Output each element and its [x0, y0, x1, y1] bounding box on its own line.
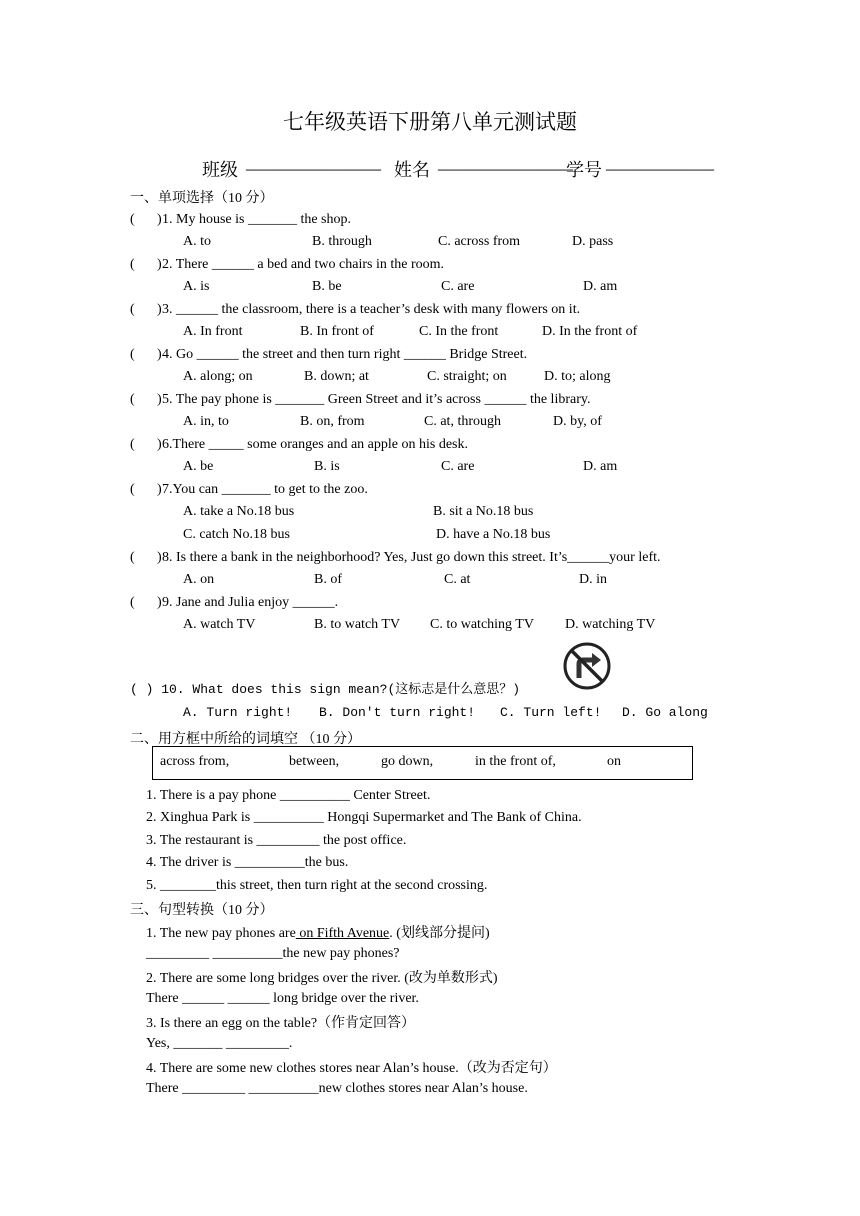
word-item: between, — [289, 754, 340, 769]
option-a[interactable]: A. In front — [183, 324, 243, 339]
question-text-5: 5. The pay phone is _______ Green Street and it’s across ______ the library. — [162, 392, 591, 407]
question-text-4: 4. Go ______ the street and then turn right ______ Bridge Street. — [162, 347, 528, 362]
fill-item-1: 1. There is a pay phone __________ Center Street. — [146, 788, 431, 803]
option-a[interactable]: A. along; on — [183, 369, 253, 384]
answer-paren-open: ( — [130, 595, 135, 610]
option-b[interactable]: B. to watch TV — [314, 617, 401, 632]
question-text-6: 6.There _____ some oranges and an apple on his desk. — [162, 437, 468, 452]
transform-q2-answer[interactable]: There ______ ______ long bridge over the river. — [146, 991, 419, 1006]
answer-paren-close: ) — [157, 550, 162, 565]
section3-heading: 三、句型转换（10 分） — [130, 903, 274, 918]
option-b[interactable]: B. of — [314, 572, 342, 587]
word-item: go down, — [381, 754, 434, 769]
option-a[interactable]: A. watch TV — [183, 617, 256, 632]
answer-paren-open: ( — [130, 347, 135, 362]
page-title: 七年级英语下册第八单元测试题 — [283, 110, 577, 134]
option-a[interactable]: A. on — [183, 572, 215, 587]
option-c[interactable]: C. are — [441, 459, 475, 474]
question-text-1: 1. My house is _______ the shop. — [162, 212, 351, 227]
answer-paren-close: ) — [157, 437, 162, 452]
option-a[interactable]: A. to — [183, 234, 211, 249]
option-c[interactable]: C. to watching TV — [430, 617, 534, 632]
question-text-2: 2. There ______ a bed and two chairs in the room. — [162, 257, 445, 272]
option-b[interactable]: B. through — [312, 234, 372, 249]
option-d[interactable]: D. pass — [572, 234, 614, 249]
answer-paren-open: ( — [130, 482, 135, 497]
word-box — [152, 746, 693, 780]
word-item: in the front of, — [475, 754, 556, 769]
option-d[interactable]: D. am — [583, 459, 618, 474]
no-right-turn-sign-icon — [563, 642, 611, 690]
answer-paren-open: ( — [130, 437, 135, 452]
question-text-7: 7.You can _______ to get to the zoo. — [162, 482, 368, 497]
name-label: 姓名 — [394, 160, 430, 180]
option-d[interactable]: D. am — [583, 279, 618, 294]
option-c[interactable]: C. at — [444, 572, 471, 587]
answer-paren-open: ( — [130, 392, 135, 407]
question-text-9: 9. Jane and Julia enjoy ______. — [162, 595, 339, 610]
name-blank[interactable]: _______________ — [438, 152, 573, 172]
answer-paren-close: ) — [157, 212, 162, 227]
section1-heading: 一、单项选择（10 分） — [130, 191, 274, 206]
fill-item-4: 4. The driver is __________the bus. — [146, 855, 349, 870]
option-a[interactable]: A. be — [183, 459, 214, 474]
fill-item-2: 2. Xinghua Park is __________ Hongqi Supermarket and The Bank of China. — [146, 810, 582, 825]
answer-paren-close: ) — [157, 302, 162, 317]
answer-paren-open: ( — [130, 257, 135, 272]
answer-paren-open: ( — [130, 212, 135, 227]
q1-instruction: . (划线部分提问) — [389, 926, 490, 941]
answer-paren-close: ) — [157, 347, 162, 362]
option-b[interactable]: B. down; at — [304, 369, 369, 384]
transform-q4: 4. There are some new clothes stores near Alan’s house.（改为否定句） — [146, 1061, 557, 1076]
option-a[interactable]: A. take a No.18 bus — [183, 504, 295, 519]
option-c[interactable]: C. are — [441, 279, 475, 294]
option-b[interactable]: B. sit a No.18 bus — [433, 504, 534, 519]
option-b[interactable]: B. be — [312, 279, 342, 294]
question-10: ( ) 10. What does this sign mean?(这标志是什么意思？) — [130, 682, 521, 697]
transform-q2: 2. There are some long bridges over the river. (改为单数形式) — [146, 971, 498, 986]
id-label: 学号 — [566, 160, 602, 180]
option-c[interactable]: C. across from — [438, 234, 521, 249]
class-blank[interactable]: _______________ — [246, 152, 381, 172]
answer-paren-close: ) — [157, 392, 162, 407]
option-c[interactable]: C. In the front — [419, 324, 499, 339]
question-text-8: 8. Is there a bank in the neighborhood? Yes, Just go down this street. It’s______your left. — [162, 550, 661, 565]
option-d[interactable]: D. have a No.18 bus — [436, 527, 551, 542]
option-c[interactable]: C. at, through — [424, 414, 501, 429]
q10-option-a[interactable]: A. Turn right! — [183, 705, 293, 720]
option-a[interactable]: A. in, to — [183, 414, 229, 429]
option-d[interactable]: D. by, of — [553, 414, 602, 429]
answer-paren-open: ( — [130, 550, 135, 565]
answer-paren-close: ) — [157, 482, 162, 497]
transform-q3: 3. Is there an egg on the table?（作肯定回答） — [146, 1016, 416, 1031]
transform-q4-answer[interactable]: There _________ __________new clothes stores near Alan’s house. — [146, 1081, 528, 1096]
answer-paren-open: ( — [130, 302, 135, 317]
fill-item-5: 5. ________this street, then turn right at the second crossing. — [146, 878, 488, 893]
transform-q1-answer[interactable]: _________ __________the new pay phones? — [146, 946, 400, 961]
q10-option-b[interactable]: B. Don't turn right! — [319, 705, 476, 720]
answer-paren-close: ) — [157, 595, 162, 610]
q10-option-d[interactable]: D. Go along — [622, 705, 708, 720]
option-c[interactable]: C. catch No.18 bus — [183, 527, 290, 542]
q10-option-c[interactable]: C. Turn left! — [500, 705, 602, 720]
transform-q3-answer[interactable]: Yes, _______ _________. — [146, 1036, 293, 1051]
question-text-3: 3. ______ the classroom, there is a teacher’s desk with many flowers on it. — [162, 302, 581, 317]
option-b[interactable]: B. is — [314, 459, 340, 474]
q1-underlined: on Fifth Avenue — [295, 926, 390, 941]
word-item: across from, — [160, 754, 230, 769]
transform-q1 — [146, 922, 490, 942]
option-b[interactable]: B. In front of — [300, 324, 374, 339]
option-d[interactable]: D. In the front of — [542, 324, 638, 339]
id-blank[interactable]: ____________ — [606, 152, 714, 172]
option-d[interactable]: D. watching TV — [565, 617, 656, 632]
option-d[interactable]: D. to; along — [544, 369, 611, 384]
section2-heading: 二、用方框中所给的词填空 （10 分） — [130, 732, 361, 747]
option-b[interactable]: B. on, from — [300, 414, 365, 429]
option-d[interactable]: D. in — [579, 572, 607, 587]
option-c[interactable]: C. straight; on — [427, 369, 507, 384]
answer-paren-close: ) — [157, 257, 162, 272]
fill-item-3: 3. The restaurant is _________ the post office. — [146, 833, 407, 848]
q1-text: 1. The new pay phones are — [146, 926, 296, 941]
class-label: 班级 — [202, 160, 238, 180]
word-item: on — [607, 754, 621, 769]
option-a[interactable]: A. is — [183, 279, 210, 294]
